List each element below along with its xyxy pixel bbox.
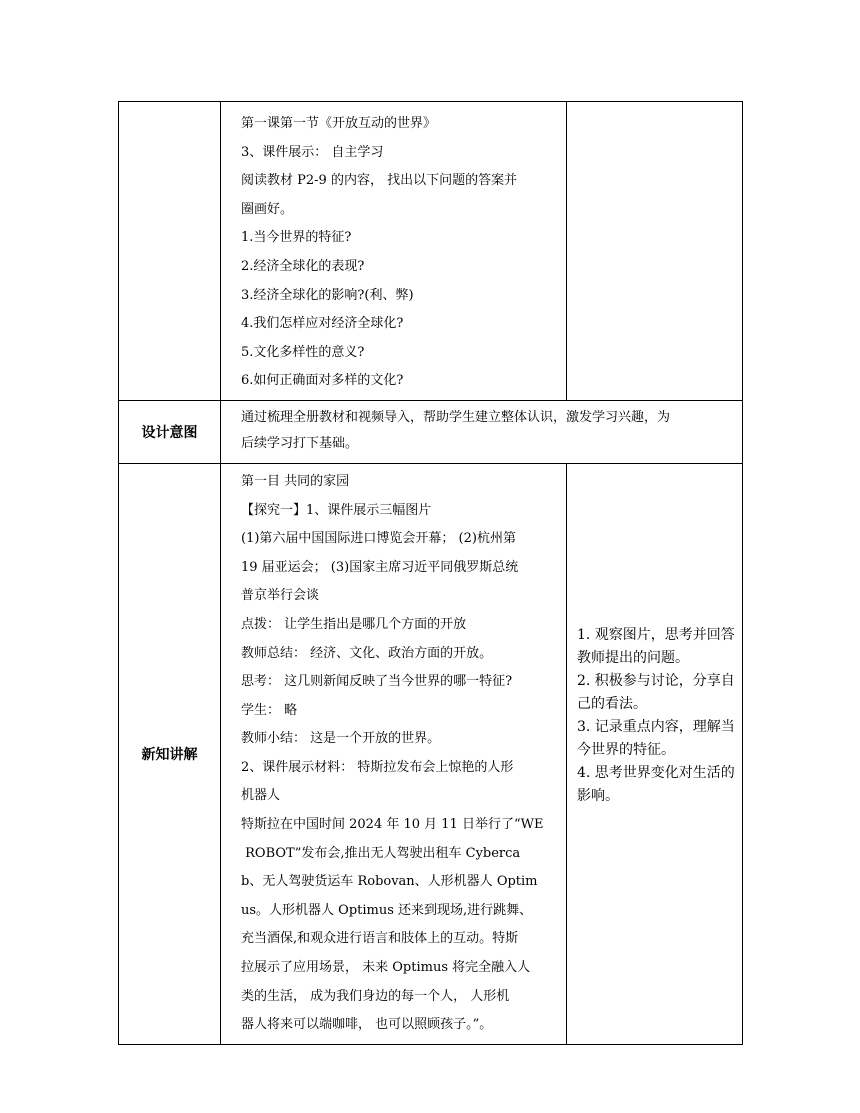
student-activity-item: 2. 积极参与讨论，分享自己的看法。 (577, 672, 735, 712)
text-line: 学生： 略 (241, 702, 298, 718)
text-line: ROBOT”发布会,推出无人驾驶出租车 Cyberca (241, 845, 521, 861)
text-line: 拉展示了应用场景， 未来 Optimus 将完全融入人 (241, 960, 531, 976)
text-line: 器人将来可以端咖啡， 也可以照顾孩子。”。 (241, 1017, 493, 1033)
intro-notes-cell (567, 102, 743, 401)
intro-content-cell (221, 102, 567, 401)
question-item: 5.文化多样性的意义? (241, 344, 365, 360)
text-line: 点拨： 让学生指出是哪几个方面的开放 (241, 616, 467, 632)
question-item: 3.经济全球化的影响?(利、弊) (241, 287, 414, 303)
section-heading: 第一目 共同的家园 (241, 473, 350, 489)
text-line: 3、课件展示： 自主学习 (241, 144, 384, 160)
text-line: 特斯拉在中国时间 2024 年 10 月 11 日举行了“WE (241, 817, 544, 833)
intro-row (119, 102, 743, 401)
text-line: 普京举行会谈 (241, 588, 320, 604)
student-activity-cell (567, 463, 743, 1044)
question-item: 1.当今世界的特征? (241, 230, 352, 246)
text-line: b、无人驾驶货运车 Robovan、人形机器人 Optim (241, 874, 538, 890)
text-line: 【探究一】1、课件展示三幅图片 (241, 502, 432, 518)
question-item: 4.我们怎样应对经济全球化? (241, 316, 404, 332)
lesson-title-line: 第一课第一节《开放互动的世界》 (241, 116, 437, 131)
text-line: 19 届亚运会； (3)国家主席习近平同俄罗斯总统 (241, 559, 519, 575)
text-line: us。人形机器人 Optimus 还来到现场,进行跳舞、 (241, 902, 533, 918)
lesson-plan-table (118, 101, 743, 1045)
student-activity-item: 3. 记录重点内容，理解当今世界的特征。 (577, 718, 735, 758)
text-line: 圈画好。 (241, 201, 294, 217)
new-knowledge-content-cell (221, 463, 567, 1044)
student-activity-item: 4. 思考世界变化对生活的影响。 (577, 764, 735, 804)
new-knowledge-row (119, 463, 743, 1044)
student-activity-item: 1. 观察图片，思考并回答教师提出的问题。 (577, 626, 735, 666)
text-line: (1)第六届中国国际进口博览会开幕； (2)杭州第 (241, 531, 516, 547)
text-line: 后续学习打下基础。 (241, 435, 359, 451)
text-line: 充当酒保,和观众进行语言和肢体上的互动。特斯 (241, 931, 519, 947)
text-line: 通过梳理全册教材和视频导入，帮助学生建立整体认识，激发学习兴趣，为 (241, 409, 671, 425)
design-intent-label: 设计意图 (119, 400, 221, 463)
text-line: 教师小结： 这是一个开放的世界。 (241, 731, 441, 747)
text-line: 教师总结： 经济、文化、政治方面的开放。 (241, 645, 493, 661)
design-intent-row (119, 400, 743, 463)
text-line: 类的生活， 成为我们身边的每一个人， 人形机 (241, 988, 510, 1004)
text-line: 机器人 (241, 788, 281, 804)
question-item: 6.如何正确面对多样的文化? (241, 373, 404, 389)
intro-label-cell (119, 102, 221, 401)
text-line: 2、课件展示材料： 特斯拉发布会上惊艳的人形 (241, 759, 514, 775)
new-knowledge-label: 新知讲解 (119, 463, 221, 1044)
text-line: 思考： 这几则新闻反映了当今世界的哪一特征? (241, 674, 513, 690)
design-intent-cell (221, 400, 743, 463)
text-line: 阅读教材 P2-9 的内容， 找出以下问题的答案并 (241, 173, 518, 189)
question-item: 2.经济全球化的表现? (241, 258, 365, 274)
